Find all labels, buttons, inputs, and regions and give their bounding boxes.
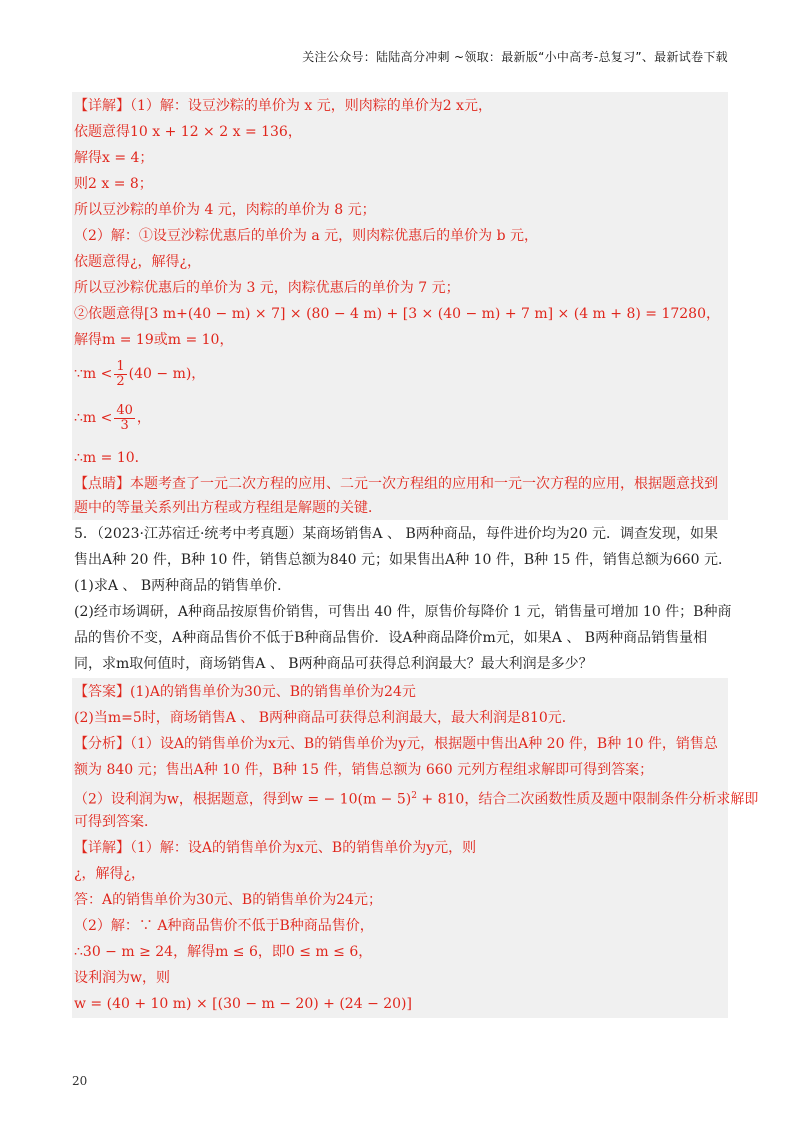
detail-line: （2）解：∵ A种商品售价不低于B种商品售价， xyxy=(74,918,374,934)
problem-line: 品的售价不变，A种商品售价不低于B种商品售价．设A种商品降价m元，如果A 、 B两种商品销售量相 xyxy=(74,630,708,646)
fraction-prefix: ∵m < xyxy=(74,366,113,382)
solution-line-fraction xyxy=(74,358,728,390)
problem-line: 5．（2023·江苏宿迁·统考中考真题）某商场销售A 、 B两种商品，每件进价均为20 元．调查发现，如果 xyxy=(74,526,718,542)
detail-line: ∴30 − m ≥ 24，解得m ≤ 6，即0 ≤ m ≤ 6， xyxy=(74,944,373,960)
fraction xyxy=(114,360,126,389)
fraction-suffix: (40 − m)， xyxy=(128,366,206,382)
fraction-numerator: 40 xyxy=(116,402,133,418)
solution-line: （2）解：①设豆沙粽优惠后的单价为 a 元，则肉粽优惠后的单价为 b 元， xyxy=(74,228,539,244)
analysis-line: 额为 840 元；售出A种 10 件，B种 15 件，销售总额为 660 元列方程组求解即可得到答案； xyxy=(74,762,654,778)
solution-line: ②依题意得[3 m+(40 − m) × 7] × (80 − 4 m) + [3 × (40 − m) + 7 m] × (4 m + 8) = 17280， xyxy=(74,306,720,322)
fraction-denominator: 3 xyxy=(120,417,129,433)
fraction xyxy=(114,404,135,433)
detail-line: 设利润为w，则 xyxy=(74,970,170,986)
solution-line: 所以豆沙粽优惠后的单价为 3 元，肉粽优惠后的单价为 7 元； xyxy=(74,280,460,296)
note-line: 【点睛】本题考查了一元二次方程的应用、二元一次方程组的应用和一元一次方程的应用，根据题意找到 xyxy=(74,476,718,492)
fraction-denominator: 2 xyxy=(116,373,125,389)
analysis-line: 可得到答案． xyxy=(74,814,158,830)
analysis-text: （2）设利润为w，根据题意，得到w = − 10(m − 5) xyxy=(74,791,412,808)
detail-line: 【详解】（1）解：设A的销售单价为x元、B的销售单价为y元，则 xyxy=(74,840,477,856)
problem-line: 售出A种 20 件，B种 10 件，销售总额为840 元；如果售出A种 10 件，B种 15 件，销售总额为660 元． xyxy=(74,552,732,568)
problem-line: (2)经市场调研，A种商品按原售价销售，可售出 40 件，原售价每降价 1 元，销售量可增加 10 件；B种商 xyxy=(74,604,732,620)
solution-line: 解得m = 19或m = 10， xyxy=(74,332,234,348)
note-line: 题中的等量关系列出方程或方程组是解题的关键． xyxy=(74,500,382,516)
detail-line: w = (40 + 10 m) × [(30 − m − 20) + (24 − 20)] xyxy=(74,996,412,1012)
detail-line: 答：A的销售单价为30元、B的销售单价为24元； xyxy=(74,892,383,908)
solution-line: 则2 x = 8； xyxy=(74,176,153,192)
page-number: 20 xyxy=(72,1074,88,1088)
analysis-text: + 810，结合二次函数性质及题中限制条件分析求解即 xyxy=(416,791,759,808)
detail-line: ¿，解得¿， xyxy=(74,866,146,882)
answer-line: (2)当m=5时，商场销售A 、 B两种商品可获得总利润最大，最大利润是810元． xyxy=(74,710,576,726)
page-header: 关注公众号：陆陆高分冲刺 ~领取：最新版“小中高考-总复习”、最新试卷下载 xyxy=(302,50,728,64)
analysis-line: 【分析】（1）设A的销售单价为x元、B的销售单价为y元，根据题中售出A种 20 件，B种 10 件，销售总 xyxy=(74,736,718,752)
answer-line: 【答案】(1)A的销售单价为30元、B的销售单价为24元 xyxy=(74,684,416,700)
solution-line: 所以豆沙粽的单价为 4 元，肉粽的单价为 8 元； xyxy=(74,202,376,218)
solution-line: ∴m = 10． xyxy=(74,450,149,466)
solution-line: 【详解】（1）解：设豆沙粽的单价为 x 元，则肉粽的单价为2 x元， xyxy=(74,98,492,114)
solution-line: 解得x = 4； xyxy=(74,150,154,166)
fraction-prefix: ∴m < xyxy=(74,410,113,426)
fraction-suffix: ， xyxy=(136,410,151,426)
exponent: 2 xyxy=(411,791,417,801)
solution-line-fraction xyxy=(74,402,728,434)
problem-line: (1)求A 、 B两种商品的销售单价． xyxy=(74,578,292,594)
problem-line: 同，求m取何值时，商场销售A 、 B两种商品可获得总利润最大？最大利润是多少？ xyxy=(74,656,593,672)
solution-line: 依题意得10 x + 12 × 2 x = 136， xyxy=(74,124,302,140)
solution-line: 依题意得¿，解得¿， xyxy=(74,254,202,270)
analysis-line xyxy=(74,786,759,810)
fraction-numerator: 1 xyxy=(116,358,125,374)
